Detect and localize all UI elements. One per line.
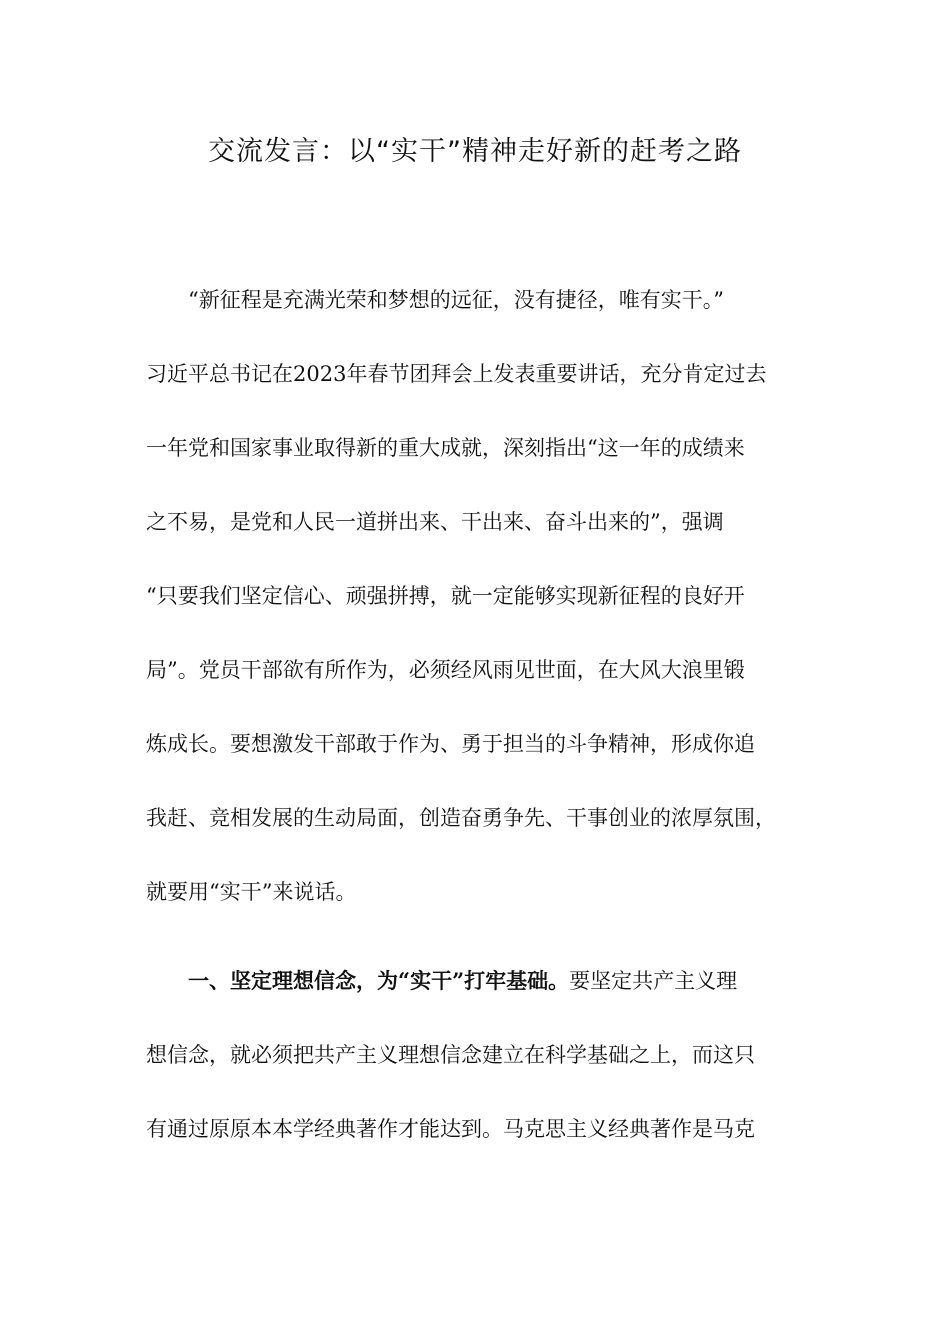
section-text: 要坚定共产主义理 — [569, 969, 738, 993]
intro-paragraph — [146, 263, 796, 929]
paragraph-line: 局”。党员干部欲有所作为，必须经风雨见世面，在大风大浪里锻 — [146, 658, 745, 682]
paragraph-line: 我赶、竞相发展的生动局面，创造奋勇争先、干事创业的浓厚氛围， — [146, 806, 776, 830]
paragraph-line: 有通过原原本本学经典著作才能达到。马克思主义经典著作是马克 — [146, 1117, 755, 1141]
paragraph-line: 一年党和国家事业取得新的重大成就，深刻指出“这一年的成绩来 — [146, 436, 745, 460]
section-heading: 一、坚定理想信念，为“实干”打牢基础。 — [146, 968, 570, 993]
paragraph-line: 习近平总书记在2023年春节团拜会上发表重要讲话，充分肯定过去 — [146, 362, 767, 386]
paragraph-line: 之不易，是党和人民一道拼出来、干出来、奋斗出来的”，强调 — [146, 510, 724, 534]
section-one-paragraph — [146, 944, 796, 1166]
paragraph-line — [146, 944, 796, 1018]
paragraph-line: 炼成长。要想激发干部敢于作为、勇于担当的斗争精神，形成你追 — [146, 732, 755, 756]
paragraph-line: “只要我们坚定信心、顽强拼搏，就一定能够实现新征程的良好开 — [146, 584, 745, 608]
paragraph-line: 想信念，就必须把共产主义理想信念建立在科学基础之上，而这只 — [146, 1043, 755, 1067]
paragraph-line: 就要用“实干”来说话。 — [146, 880, 357, 904]
paragraph-line: “新征程是充满光荣和梦想的远征，没有捷径，唯有实干。” — [146, 288, 724, 312]
document-title: 交流发言：以“实干”精神走好新的赶考之路 — [208, 136, 742, 167]
